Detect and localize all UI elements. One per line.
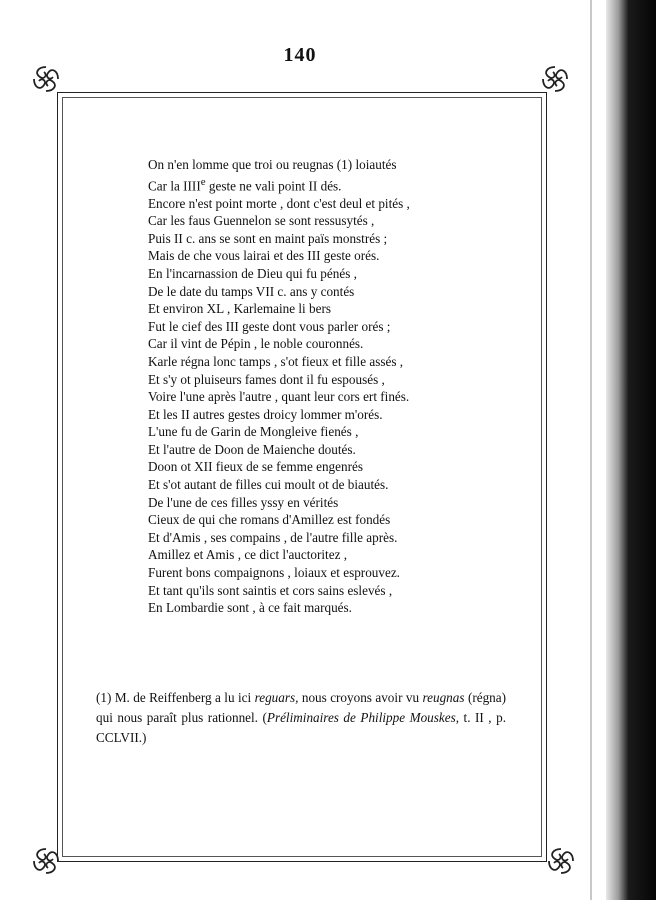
verse-line: Fut le cief des III geste dont vous parler orés ; [148, 318, 391, 334]
verse-line: Encore n'est point morte , dont c'est deul et pités , [148, 195, 410, 211]
corner-ornament-icon [30, 63, 62, 95]
corner-ornament-icon [539, 63, 571, 95]
footnote-marker: (1) [96, 690, 112, 705]
verse-line: Karle régna lonc tamps , s'ot fieux et fille assés , [148, 353, 404, 369]
verse-line: Et d'Amis , ses compains , de l'autre fille après. [148, 529, 398, 545]
verse-line: Amillez et Amis , ce dict l'auctoritez , [148, 547, 348, 563]
verse-line: Et s'ot autant de filles cui moult ot de biautés. [148, 477, 389, 493]
verse-line: Car il vint de Pépin , le noble couronnés. [148, 336, 364, 352]
page-number: 140 [283, 44, 317, 66]
verse-line: Et environ XL , Karlemaine li bers [148, 301, 331, 317]
verse-line: Et s'y ot pluiseurs fames dont il fu espousés , [148, 371, 385, 387]
verse-line: On n'en lomme que troi ou reugnas (1) loiautés [148, 157, 397, 172]
footnote-text: M. de Reiffenberg a lu ici [114, 690, 252, 705]
corner-ornament-icon [545, 845, 577, 877]
verse-line: De l'une de ces filles yssy en vérités [148, 494, 339, 510]
verse-line: Et les II autres gestes droicy lommer m'orés. [148, 406, 383, 422]
corner-ornament-icon [30, 845, 62, 877]
footnote-source: Préliminaires de Philippe Mouskes [266, 710, 456, 725]
page-edge-line [590, 0, 592, 900]
verse-line: Furent bons compaignons , loiaux et esprouvez. [148, 565, 400, 581]
verse-line: De le date du tamps VII c. ans y contés [148, 283, 355, 299]
verse-line: Et l'autre de Doon de Maienche doutés. [148, 441, 356, 457]
verse-line: En Lombardie sont , à ce fait marqués. [148, 600, 352, 616]
footnote [96, 688, 506, 748]
verse-line: Voire l'une après l'autre , quant leur cors ert finés. [148, 389, 410, 405]
verse-line: Et tant qu'ils sont saintis et cors sains eslevés , [148, 582, 393, 598]
book-spine-shadow [606, 0, 656, 900]
verse-line: L'une fu de Garin de Mongleive fienés , [148, 424, 359, 440]
verse-line: En l'incarnassion de Dieu qui fu pénés , [148, 265, 357, 281]
footnote-text: , t. II , p. CCLVII.) [96, 710, 507, 745]
verse-line: Doon ot XII fieux de se femme engenrés [148, 459, 363, 475]
poem-text [148, 156, 478, 617]
verse-line: Puis II c. ans se sont en maint païs monstrés ; [148, 230, 388, 246]
footnote-text: (régna) qui nous paraît plus rationnel. ( [96, 690, 507, 725]
verse-line: Car la IIIIe geste ne vali point II dés. [148, 175, 342, 193]
footnote-term: reguars, [254, 690, 299, 705]
verse-line: Car les faus Guennelon se sont ressusytés , [148, 213, 375, 229]
verse-line: Cieux de qui che romans d'Amillez est fondés [148, 512, 391, 528]
verse-line: Mais de che vous lairai et des III geste orés. [148, 248, 380, 264]
footnote-term: reugnas [422, 690, 465, 705]
footnote-text: nous croyons avoir vu [301, 690, 420, 705]
